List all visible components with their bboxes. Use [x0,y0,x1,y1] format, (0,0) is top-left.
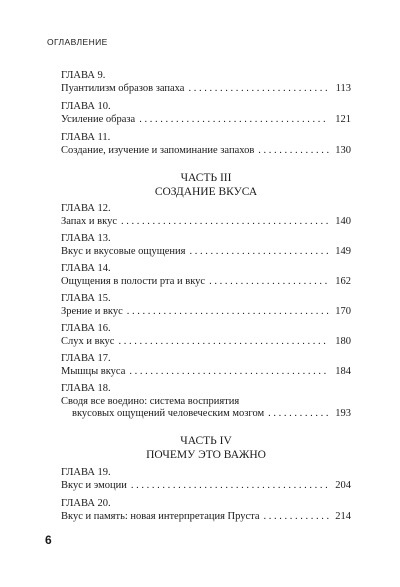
toc-entry-ch19[interactable] [61,467,351,492]
running-header: ОГЛАВЛЕНИЕ [47,37,108,47]
dot-leader [188,83,329,96]
chapter-title: Мышцы вкуса [61,365,126,377]
chapter-number: ГЛАВА 14. [61,263,111,274]
chapter-number: ГЛАВА 10. [61,101,111,112]
toc-entry-ch18[interactable] [61,383,351,421]
part-title: ПОЧЕМУ ЭТО ВАЖНО [146,449,266,461]
chapter-number: ГЛАВА 20. [61,498,111,509]
page-ref: 170 [335,305,351,317]
part-label: ЧАСТЬ III [180,172,232,184]
toc-entry-ch17[interactable] [61,353,351,378]
toc-entry-ch10[interactable] [61,101,351,126]
chapter-title: Вкус и память: новая интерпретация Пруста [61,510,260,522]
chapter-title: Слух и вкус [61,335,115,347]
dot-leader [209,276,329,289]
chapter-title: Вкус и эмоции [61,479,127,491]
toc-entry-ch12[interactable] [61,203,351,228]
page-ref: 162 [335,275,351,287]
chapter-title: Усиление образа [61,113,136,125]
toc-entry-ch13[interactable] [61,233,351,258]
dot-leader [268,408,329,421]
toc-entry-ch15[interactable] [61,293,351,318]
chapter-title-line1: Сводя все воедино: система восприятия [61,395,240,407]
page-number: 6 [45,533,52,547]
chapter-title: Пуантилизм образов запаха [61,82,185,94]
dot-leader [264,511,329,524]
chapter-number: ГЛАВА 18. [61,383,111,394]
page-ref: 193 [335,408,351,419]
chapter-number: ГЛАВА 19. [61,467,111,478]
chapter-title: Вкус и вкусовые ощущения [61,245,186,257]
page-ref: 121 [335,113,351,125]
toc-entry-ch16[interactable] [61,323,351,348]
chapter-number: ГЛАВА 12. [61,203,111,214]
chapter-title: Ощущения в полости рта и вкус [61,275,206,287]
chapter-number: ГЛАВА 13. [61,233,111,244]
page-ref: 214 [335,510,351,522]
toc-entry-ch14[interactable] [61,263,351,288]
dot-leader [139,114,329,127]
page-ref: 149 [335,245,351,257]
page-ref: 113 [335,82,351,94]
dot-leader [121,216,329,229]
page-ref: 130 [335,144,351,156]
chapter-title: Запах и вкус [61,215,118,227]
dot-leader [118,336,329,349]
toc-block-1 [61,70,351,157]
part-title: СОЗДАНИЕ ВКУСА [154,186,258,198]
chapter-number: ГЛАВА 9. [61,70,106,81]
page-ref: 180 [335,335,351,347]
part-heading-3 [61,171,351,199]
chapter-title: Зрение и вкус [61,305,123,317]
part-heading-4 [61,434,351,462]
page-ref: 184 [335,365,351,377]
dot-leader [131,480,329,493]
dot-leader [127,306,329,319]
chapter-number: ГЛАВА 11. [61,132,111,143]
page-ref: 140 [335,215,351,227]
chapter-number: ГЛАВА 16. [61,323,111,334]
chapter-number: ГЛАВА 17. [61,353,111,364]
toc-block-2 [61,203,351,421]
dot-leader [129,366,329,379]
dot-leader [190,246,329,259]
toc-entry-ch20[interactable] [61,498,351,523]
dot-leader [258,145,329,158]
toc-entry-ch11[interactable] [61,132,351,157]
chapter-number: ГЛАВА 15. [61,293,111,304]
chapter-title-line2: вкусовых ощущений человеческим мозгом [72,408,265,419]
chapter-title: Создание, изучение и запоминание запахов [61,144,255,156]
toc-entry-ch9[interactable] [61,70,351,95]
page-ref: 204 [335,479,351,491]
part-label: ЧАСТЬ IV [180,435,232,447]
toc-block-3 [61,467,351,523]
